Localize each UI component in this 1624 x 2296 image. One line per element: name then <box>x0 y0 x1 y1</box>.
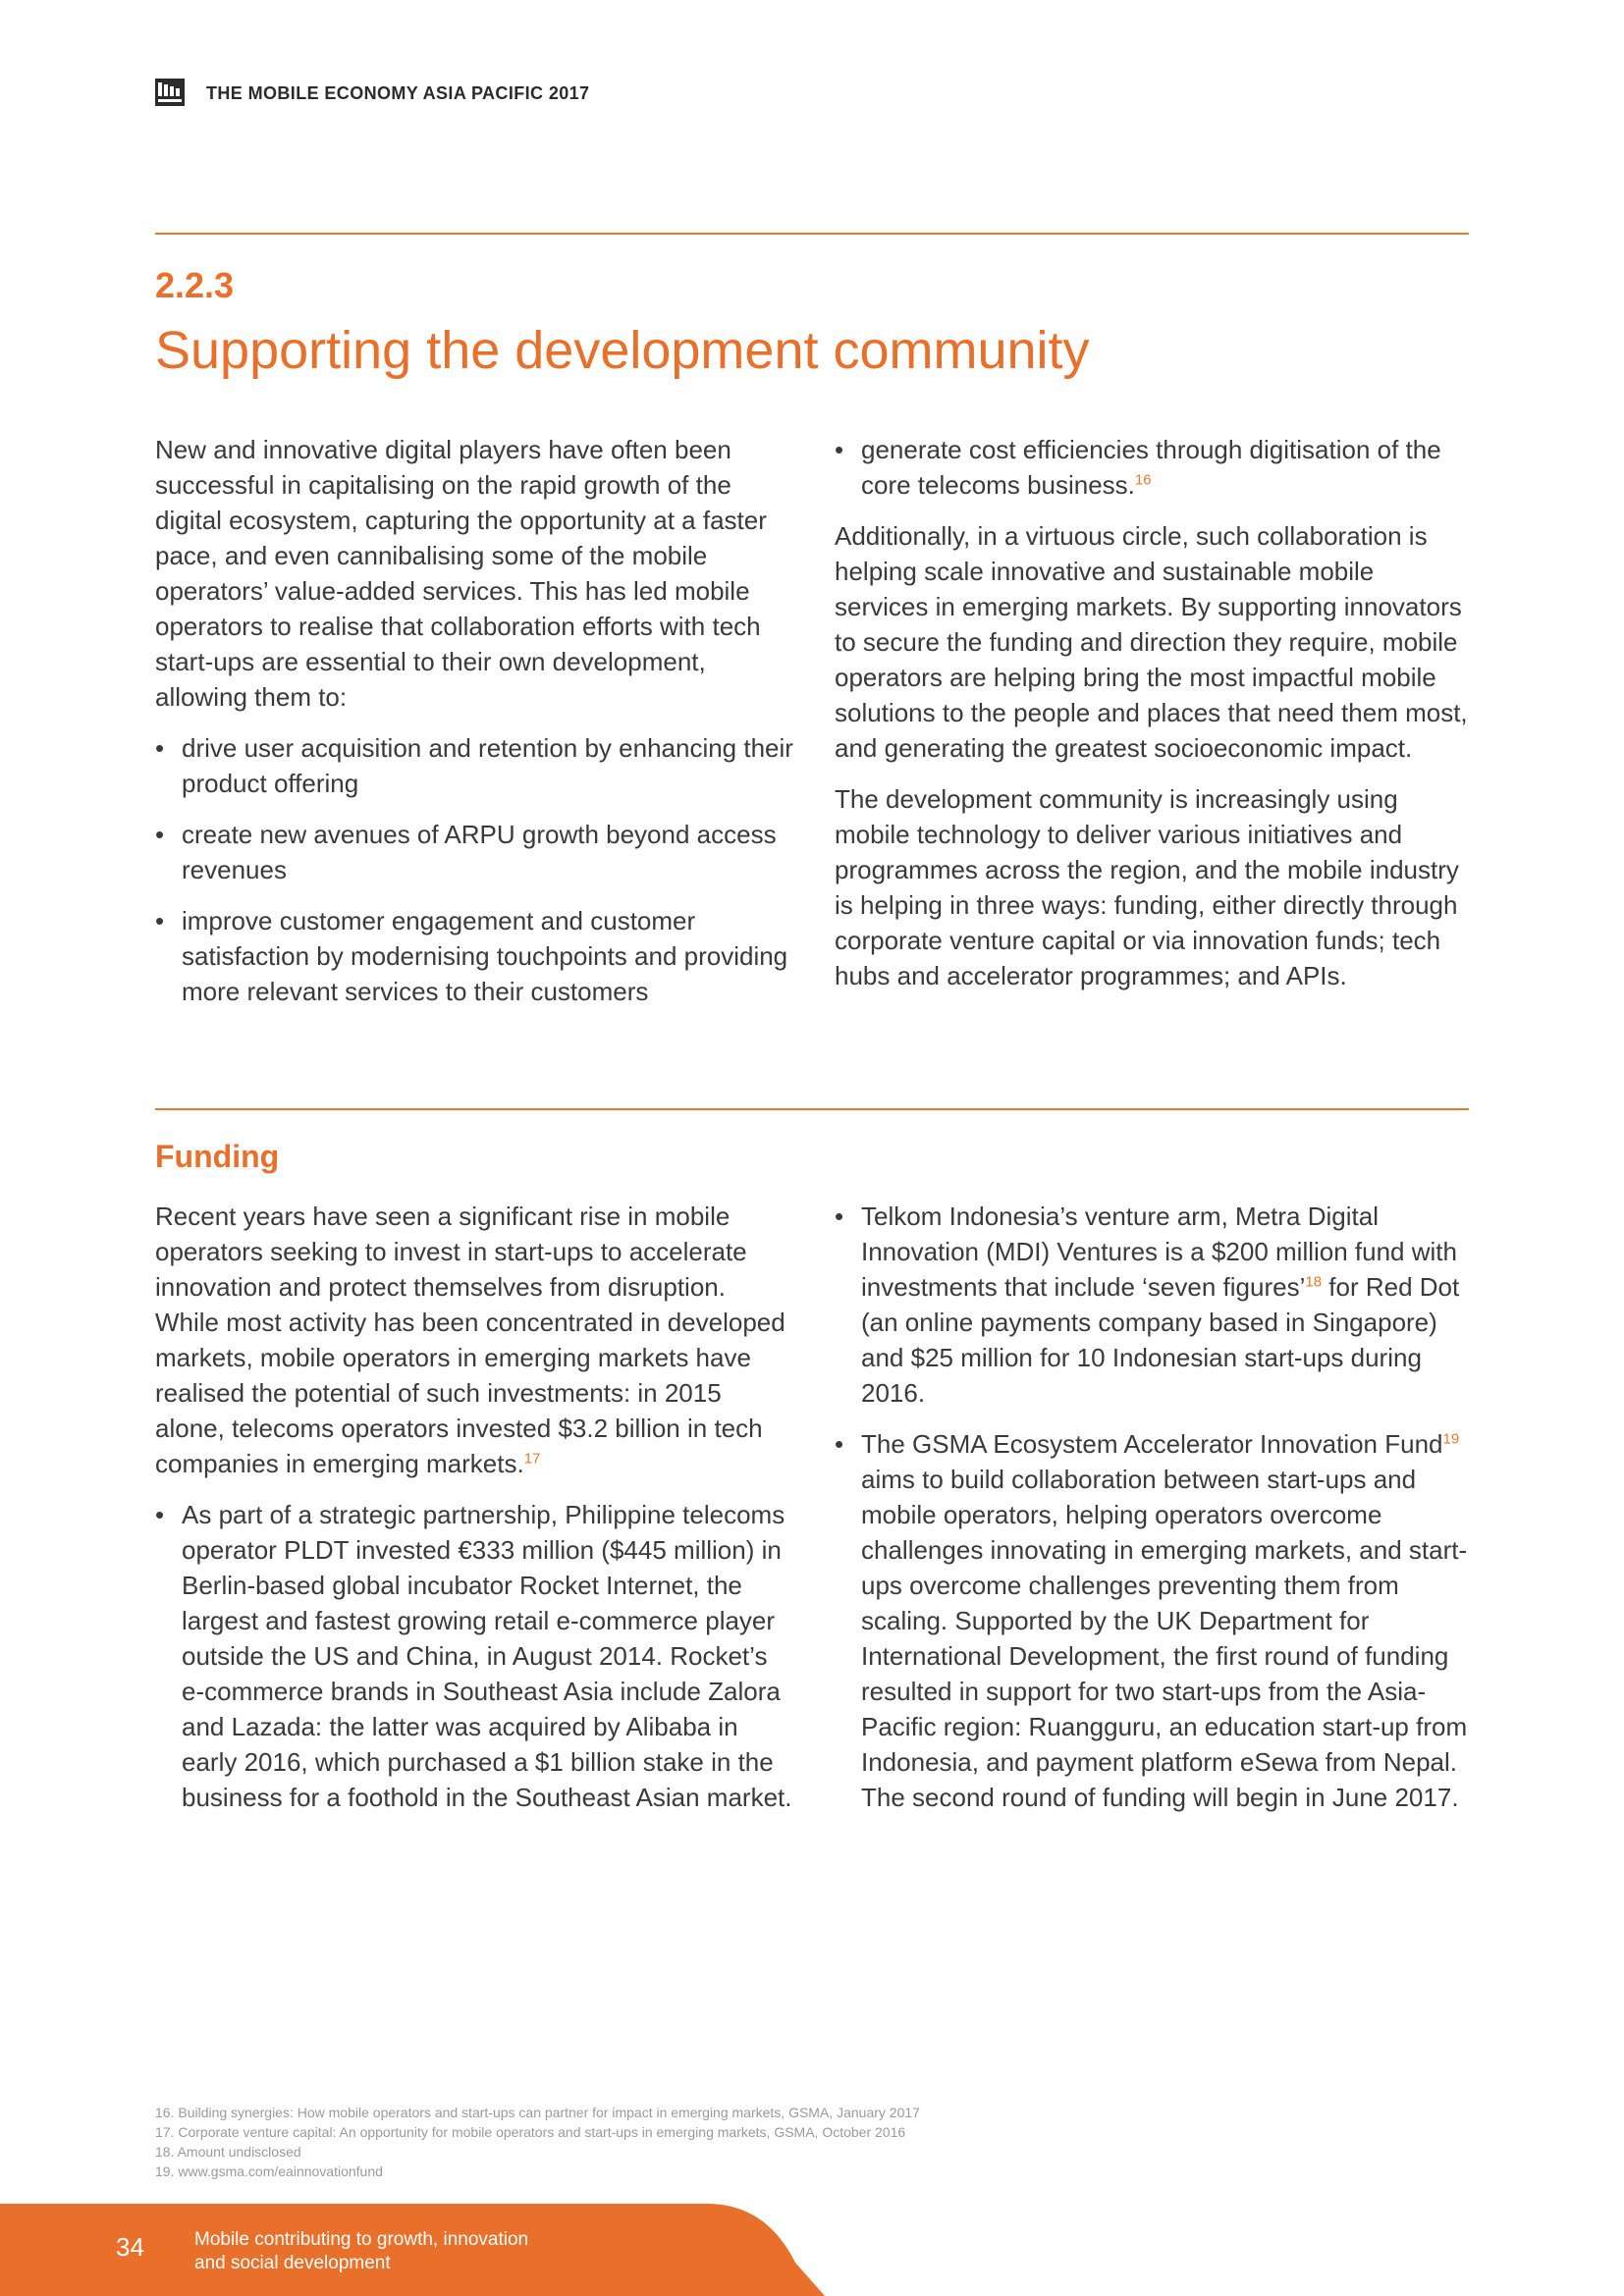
funding-right-column <box>835 1199 1473 1831</box>
footnote-ref[interactable]: 16 <box>1134 471 1152 489</box>
footnote: 17. Corporate venture capital: An opportunity for mobile operators and start-ups in emerging markets, GSMA, October 2016 <box>155 2124 906 2140</box>
page-number: 34 <box>116 2232 144 2262</box>
list-item: • The GSMA Ecosystem Accelerator Innovation Fund$^{19}$ aims to build collaboration between start-ups and mobile operators, helping operators overcome challenges innovating in emerging markets, and start-ups overcome challenges preventing them from scaling. Supported by the UK Department for International Development, the first round of funding resulted in support for two start-ups from the Asia-Pacific region: Ruangguru, an education start-up from Indonesia, and payment platform eSewa from Nepal. The second round of funding will begin in June 2017. <box>835 1426 1473 1815</box>
funding-left-column <box>155 1199 793 1831</box>
footer-caption: Mobile contributing to growth, innovation and social development <box>194 2229 529 2273</box>
intro-right-bullet-list <box>835 432 1473 503</box>
list-item: • drive user acquisition and retention by enhancing their product offering <box>155 730 793 801</box>
section-number: 2.2.3 <box>155 265 235 305</box>
list-item <box>835 432 1473 503</box>
intro-right-column <box>835 432 1473 1009</box>
section-divider-funding <box>155 1108 1469 1110</box>
footnote-ref[interactable]: 18 <box>1305 1273 1323 1291</box>
funding-paragraph: Recent years have seen a significant rise in mobile operators seeking to invest in start-ups to accelerate innovation and protect themselves from disruption. While most activity has been concentrated in developed markets, mobile operators in emerging markets have realised the potential of such investments: in 2015 alone, telecoms operators invested $3.2 billion in tech companies in emerging markets.$^{17}$ <box>155 1201 785 1478</box>
list-item: • improve customer engagement and customer satisfaction by modernising touchpoints and providing more relevant services to their customers <box>155 903 793 1009</box>
intro-left-column <box>155 432 793 1025</box>
intro-bullet-list <box>155 730 793 1009</box>
funding-heading: Funding <box>155 1139 280 1174</box>
footnote-ref[interactable]: 19 <box>1442 1430 1460 1448</box>
intro-paragraph: New and innovative digital players have often been successful in capitalising on the rapid growth of the digital ecosystem, capturing the opportunity at a faster pace, and even cannibalising some of the mobile operators’ value-added services. This has led mobile operators to realise that collaboration efforts with tech start-ups are essential to their own development, allowing them to: <box>155 435 767 712</box>
footnote: 18. Amount undisclosed <box>155 2144 301 2160</box>
intro-paragraph-2: Additionally, in a virtuous circle, such collaboration is helping scale innovative and sustainable mobile services in emerging markets. By supporting innovators to secure the funding and direction they require, mobile operators are helping bring the most impactful mobile solutions to the people and places that need them most, and generating the greatest socioeconomic impact. <box>835 521 1468 763</box>
footnote-ref[interactable]: 17 <box>523 1450 541 1468</box>
list-item: • create new avenues of ARPU growth beyond access revenues <box>155 817 793 887</box>
footnote: 16. Building synergies: How mobile operators and start-ups can partner for impact in emerging markets, GSMA, January 2017 <box>155 2105 920 2120</box>
funding-left-bullets <box>155 1497 793 1815</box>
intro-paragraph-3: The development community is increasingly using mobile technology to deliver various initiatives and programmes across the region, and the mobile industry is helping in three ways: funding, either directly through corporate venture capital or via innovation funds; tech hubs and accelerator programmes; and APIs. <box>835 784 1459 990</box>
funding-right-bullets <box>835 1199 1473 1815</box>
gsma-logo-icon <box>155 79 185 106</box>
list-item: • Telkom Indonesia’s venture arm, Metra Digital Innovation (MDI) Ventures is a $200 million fund with investments that include ‘seven figures’$^{18}$ for Red Dot (an online payments company based in Singapore) and $25 million for 10 Indonesian start-ups during 2016. <box>835 1199 1473 1411</box>
bullet-text: generate cost efficiencies through digitisation of the core telecoms business. <box>861 435 1441 500</box>
section-divider-top <box>155 233 1469 235</box>
document-title: THE MOBILE ECONOMY ASIA PACIFIC 2017 <box>206 83 590 103</box>
list-item: • As part of a strategic partnership, Philippine telecoms operator PLDT invested €333 million ($445 million) in Berlin-based global incubator Rocket Internet, the largest and fastest growing retail e-commerce player outside the US and China, in August 2014. Rocket’s e-commerce brands in Southeast Asia include Zalora and Lazada: the latter was acquired by Alibaba in early 2016, which purchased a $1 billion stake in the business for a foothold in the Southeast Asian market. <box>155 1497 793 1815</box>
section-title: Supporting the development community <box>155 321 1090 380</box>
footnotes <box>155 2103 920 2181</box>
footnote[interactable]: 19. www.gsma.com/eainnovationfund <box>155 2163 383 2179</box>
